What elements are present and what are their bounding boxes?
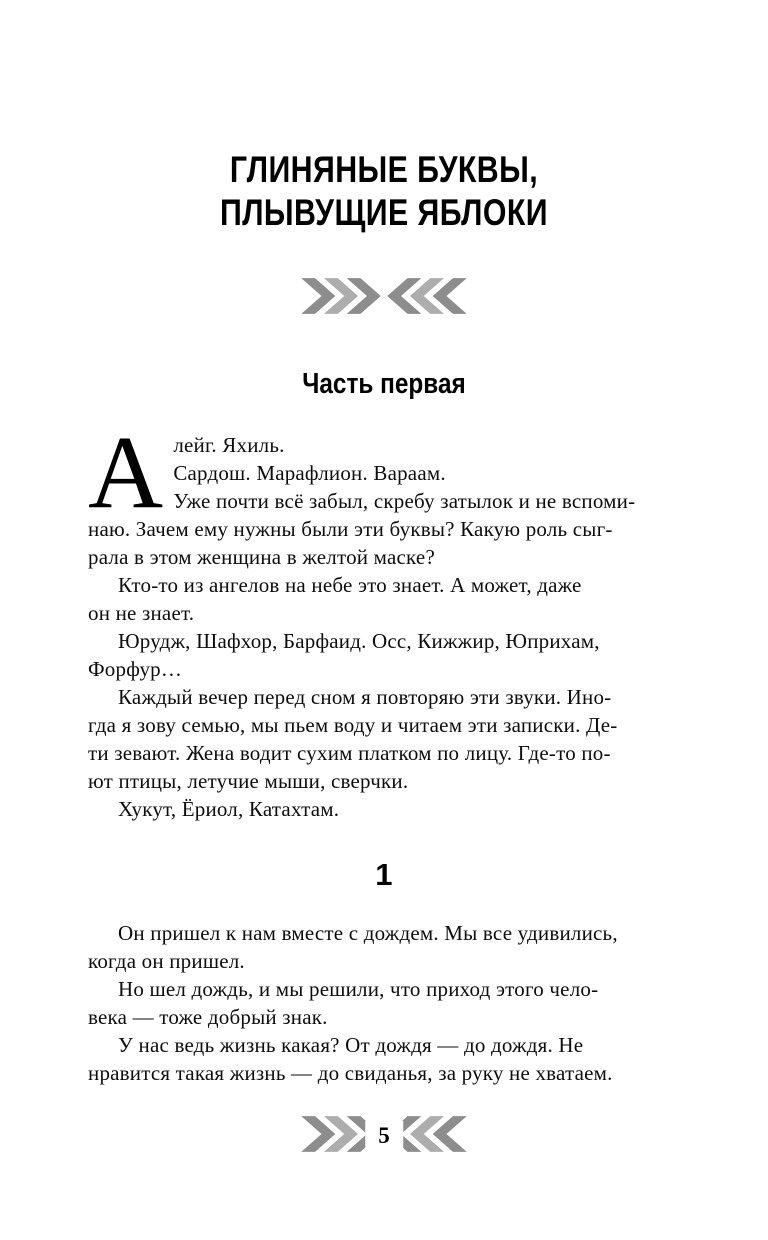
text-line: Сардош. Марафлион. Вараам.	[173, 461, 446, 485]
text-line: он не знает.	[88, 601, 195, 625]
paragraph	[88, 683, 680, 795]
title-block	[0, 0, 768, 234]
footer-ornament	[0, 1112, 768, 1160]
text-line: ти зевают. Жена водит сухим платком по лицу. Где-то по-	[88, 741, 611, 765]
paragraph	[88, 571, 680, 627]
paragraph	[88, 795, 680, 823]
text-line: Кто-то из ангелов на небе это знает. А может, даже	[118, 573, 582, 597]
dropcap-letter: А	[88, 415, 164, 530]
paragraph	[88, 1031, 680, 1087]
text-line: Юрудж, Шафхор, Барфаид. Осс, Кижжир, Юприхам,	[118, 629, 600, 653]
part-one-paragraphs	[88, 571, 680, 823]
text-line: Хукут, Ёриол, Катахтам.	[118, 797, 340, 821]
opening-paragraph	[88, 415, 680, 571]
book-title	[0, 148, 768, 234]
text-line: рала в этом женщина в желтой маске?	[88, 545, 435, 569]
book-title-line-2: ПЛЫВУЩИЕ ЯБЛОКИ	[219, 192, 549, 233]
part-heading: Часть первая	[302, 368, 466, 400]
text-line: Он пришел к нам вместе с дождем. Мы все удивились,	[118, 921, 618, 945]
chapter-one-paragraphs	[88, 919, 680, 1087]
text-line: ют птицы, летучие мыши, сверчки.	[88, 769, 409, 793]
page-number: 5	[365, 1121, 403, 1151]
paragraph	[88, 919, 680, 975]
paragraph	[88, 975, 680, 1031]
text-line: нравится такая жизнь — до свиданья, за руку не хватаем.	[88, 1061, 613, 1085]
text-line: когда он пришел.	[88, 949, 245, 973]
paragraph	[88, 627, 680, 683]
text-line: лейг. Яхиль.	[173, 433, 285, 457]
text-line: Форфур…	[88, 657, 183, 681]
body-text	[88, 415, 680, 1087]
text-line: Уже почти всё забыл, скребу затылок и не вспоми-	[173, 489, 636, 513]
text-line: Каждый вечер перед сном я повторяю эти звуки. Ино-	[118, 685, 612, 709]
text-line: гда я зову семью, мы пьем воду и читаем эти записки. Де-	[88, 713, 618, 737]
text-line: века — тоже добрый знак.	[88, 1005, 328, 1029]
book-title-line-1: ГЛИНЯНЫЕ БУКВЫ,	[229, 149, 539, 190]
text-line: У нас ведь жизнь какая? От дождя — до дождя. Не	[118, 1033, 584, 1057]
text-line: Но шел дождь, и мы решили, что приход этого чело-	[118, 977, 599, 1001]
chapter-number: 1	[375, 857, 393, 892]
opening-lines	[88, 415, 680, 571]
zigzag-ornament-icon	[0, 274, 768, 323]
text-line: наю. Зачем ему нужны были эти буквы? Какую роль сыг-	[88, 517, 613, 541]
